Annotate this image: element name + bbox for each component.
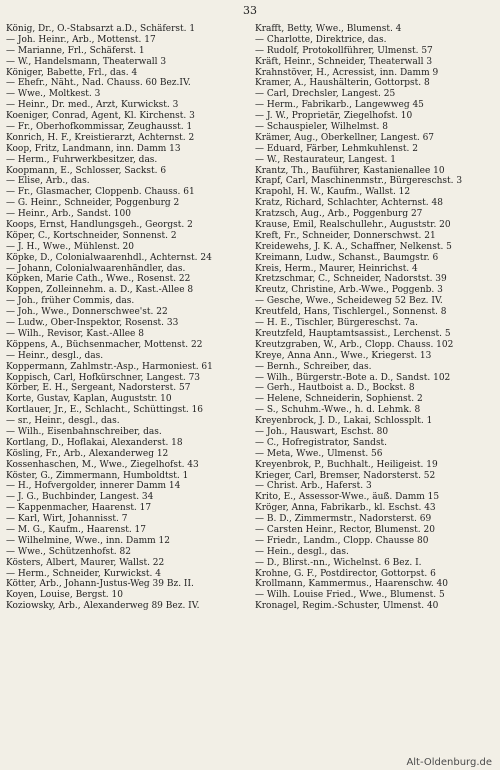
directory-entry: — Joh., Wwe., Donnerschwee'st. 22 xyxy=(6,307,168,318)
directory-entry: — Hein., desgl., das. xyxy=(255,546,349,557)
directory-entry: Kreye, Anna Ann., Wwe., Kriegerst. 13 xyxy=(255,350,432,361)
directory-entry: Kreyenbrok, P., Buchhalt., Heiligeist. 19 xyxy=(255,459,438,470)
directory-entry: Krieger, Carl, Bremser, Nadorsterst. 52 xyxy=(255,470,436,481)
directory-entry: Kreutzfeld, Hauptamtsassist., Lerchenst. 5 xyxy=(255,328,451,339)
directory-entry: — B. D., Zimmermstr., Nadorsterst. 69 xyxy=(255,514,432,525)
directory-entry: — Meta, Wwe., Ulmenst. 56 xyxy=(255,448,383,459)
directory-entry: Kösters, Albert, Maurer, Wallst. 22 xyxy=(6,557,165,568)
directory-entry: Krito, E., Assessor-Wwe., äuß. Damm 15 xyxy=(255,492,440,503)
directory-entry: — Friedr., Landm., Clopp. Chausse 80 xyxy=(255,535,429,546)
directory-entry: — H. E., Tischler, Bürgereschst. 7a. xyxy=(255,318,418,329)
directory-entry: — Heinr., Dr. med., Arzt, Kurwickst. 3 xyxy=(6,100,179,111)
directory-entry: Kronagel, Regim.-Schuster, Ulmenst. 40 xyxy=(255,601,439,612)
directory-entry: Krafft, Betty, Wwe., Blumenst. 4 xyxy=(255,24,402,34)
directory-entry: Köper, C., Kortschneider, Sonnenst. 2 xyxy=(6,230,177,241)
directory-entry: Kötter, Arb., Johann-Justus-Weg 39 Bz. II. xyxy=(6,579,194,590)
directory-entry: — Ludw., Ober-Inspektor, Rosenst. 33 xyxy=(6,318,179,329)
directory-entry: Kräft, Heinr., Schneider, Theaterwall 3 xyxy=(255,56,433,67)
directory-entry: — Heinr., Arb., Sandst. 100 xyxy=(6,209,131,220)
directory-entry: Kortlauer, Jr., E., Schlacht., Schüttingst. 16 xyxy=(6,405,204,416)
directory-entry: Kreidewehs, J. K. A., Schaffner, Nelkenst. 5 xyxy=(255,241,452,252)
directory-entry: Koops, Ernst, Handlungsgeh., Georgst. 2 xyxy=(6,220,193,231)
directory-entry: — C., Hofregistrator, Sandst. xyxy=(255,437,388,448)
directory-entry: Kreutz, Christine, Arb.-Wwe., Poggenb. 3 xyxy=(255,285,443,296)
directory-entry: — Joh. Heinr., Arb., Mottenst. 17 xyxy=(6,34,156,45)
directory-entry: Kortlang, D., Hoflakai, Alexanderst. 18 xyxy=(6,437,183,448)
directory-entry: Konrich, H. F., Kreistierarzt, Achternst. 2 xyxy=(6,132,195,143)
directory-entry: Krohne, G. F., Postdirector, Gottorpst. 6 xyxy=(255,568,436,579)
directory-entry: — Joh., Hauswart, Eschst. 80 xyxy=(255,426,389,437)
directory-entry: — Schauspieler, Wilhelmst. 8 xyxy=(255,122,388,133)
directory-entry: — J. W., Proprietär, Ziegelhofst. 10 xyxy=(255,111,413,122)
directory-entry: — Karl, Wirt, Johannisst. 7 xyxy=(6,514,128,525)
watermark: Alt-Oldenburg.de xyxy=(406,757,492,768)
directory-entry: Kreyenbrock, J. D., Lakai, Schlossplt. 1 xyxy=(255,416,433,427)
directory-entry: — Wilh., Bürgerstr.-Bote a. D., Sandst. 102 xyxy=(255,372,451,383)
left-column xyxy=(6,24,238,612)
directory-entry: Köpken, Marie Cath., Wwe., Rosenst. 22 xyxy=(6,274,191,285)
directory-entry: — Johann, Colonialwaarenhändler, das. xyxy=(6,263,186,274)
directory-entry: — Eduard, Färber, Lehmkuhlenst. 2 xyxy=(255,143,418,154)
directory-entry: — sr., Heinr., desgl., das. xyxy=(6,416,120,427)
directory-entry: — Elise, Arb., das. xyxy=(6,176,90,187)
directory-entry: Krause, Emil, Realschullehr., Auguststr. 20 xyxy=(255,220,451,231)
directory-entry: — Wilh. Louise Fried., Wwe., Blumenst. 5 xyxy=(255,590,445,601)
directory-entry: — Herm., Schneider, Kurwickst. 4 xyxy=(6,568,161,579)
directory-entry: — Joh., früher Commis, das. xyxy=(6,296,135,307)
directory-entry: Koziowsky, Arb., Alexanderweg 89 Bez. IV. xyxy=(6,601,200,612)
right-column xyxy=(255,24,487,612)
directory-entry: Körber, E. H., Sergeant, Nadorsterst. 57 xyxy=(6,383,191,394)
directory-entry: Kretzschmar, C., Schneider, Nadorstst. 39 xyxy=(255,274,447,285)
directory-entry: — Ehefr., Näht., Nad. Chauss. 60 Bez.IV. xyxy=(6,78,191,89)
directory-entry: Krapf, Carl, Maschinenmstr., Bürgereschst. 3 xyxy=(255,176,463,187)
directory-entry: — J. G., Buchbinder, Langest. 34 xyxy=(6,492,154,503)
directory-entry: Köpke, D., Colonialwaarenhdl., Achternst. 24 xyxy=(6,252,212,263)
directory-entry: Kreutzgraben, W., Arb., Clopp. Chauss. 102 xyxy=(255,339,454,350)
directory-entry: Kreis, Herm., Maurer, Heinrichst. 4 xyxy=(255,263,418,274)
directory-entry: Krollmann, Kammermus., Haarenschw. 40 xyxy=(255,579,449,590)
directory-entry: Koop, Fritz, Landmann, inn. Damm 13 xyxy=(6,143,181,154)
directory-entry: Koppermann, Zahlmstr.-Asp., Harmoniest. 61 xyxy=(6,361,213,372)
directory-entry: — Herm., Fabrikarb., Langewweg 45 xyxy=(255,100,424,111)
directory-entry: — D., Blirst.-nn., Wichelnst. 6 Bez. I. xyxy=(255,557,422,568)
directory-entry: — Rudolf, Protokollführer, Ulmenst. 57 xyxy=(255,45,433,56)
directory-entry: Koopmann, E., Schlosser, Sackst. 6 xyxy=(6,165,167,176)
directory-entry: Kratzsch, Aug., Arb., Poggenburg 27 xyxy=(255,209,423,220)
directory-entry: Kreft, Fr., Schneider, Donnerschwst. 21 xyxy=(255,230,436,241)
directory-entry: Kramer, A., Haushälterin, Gottorpst. 8 xyxy=(255,78,430,89)
directory-entry: — Carl, Drechsler, Langest. 25 xyxy=(255,89,396,100)
directory-entry: — Wwe., Schützenhofst. 82 xyxy=(6,546,131,557)
directory-entry: — Heinr., desgl., das. xyxy=(6,350,104,361)
directory-entry: — Wwe., Moltkest. 3 xyxy=(6,89,101,100)
directory-entry: — Wilh., Eisenbahnschreiber, das. xyxy=(6,426,162,437)
directory-entry: — Helene, Schneiderin, Sophienst. 2 xyxy=(255,394,423,405)
directory-entry: Kröger, Anna, Fabrikarb., kl. Eschst. 43 xyxy=(255,503,436,514)
directory-entry: — Marianne, Frl., Schäferst. 1 xyxy=(6,45,145,56)
directory-entry: — H., Hofvergolder, innerer Damm 14 xyxy=(6,481,181,492)
directory-entry: Köppens, A., Büchsenmacher, Mottenst. 22 xyxy=(6,339,203,350)
directory-entry: — Herm., Fuhrwerkbesitzer, das. xyxy=(6,154,158,165)
directory-entry: Köster, G., Zimmermann, Humboldtst. 1 xyxy=(6,470,189,481)
directory-entry: Kratz, Richard, Schlachter, Achternst. 48 xyxy=(255,198,443,209)
directory-entry: — Christ. Arb., Haferst. 3 xyxy=(255,481,372,492)
page-number: 33 xyxy=(243,4,257,17)
directory-entry: — Fr., Glasmacher, Cloppenb. Chauss. 61 xyxy=(6,187,195,198)
directory-entry: Kösling, Fr., Arb., Alexanderweg 12 xyxy=(6,448,169,459)
directory-entry: Krahnstöver, H., Acressist, inn. Damm 9 xyxy=(255,67,439,78)
directory-entry: — Carsten Heinr., Rector, Blumenst. 20 xyxy=(255,524,435,535)
directory-entry: — J. H., Wwe., Mühlenst. 20 xyxy=(6,241,135,252)
directory-entry: Kreimann, Ludw., Schanst., Baumgstr. 6 xyxy=(255,252,439,263)
directory-entry: — Bernh., Schreiber, das. xyxy=(255,361,372,372)
directory-entry: Koyen, Louise, Bergst. 10 xyxy=(6,590,123,601)
directory-entry: Koppen, Zolleinnehm. a. D., Kast.-Allee 8 xyxy=(6,285,194,296)
directory-entry: Kreutfeld, Hans, Tischlergel., Sonnenst. 8 xyxy=(255,307,447,318)
directory-entry: Kossenhaschen, M., Wwe., Ziegelhofst. 43 xyxy=(6,459,199,470)
directory-entry: — Fr., Oberhofkommissar, Zeughausst. 1 xyxy=(6,122,193,133)
directory-entry: — Kappenmacher, Haarenst. 17 xyxy=(6,503,152,514)
directory-entry: — W., Handelsmann, Theaterwall 3 xyxy=(6,56,167,67)
directory-entry: — Charlotte, Direktrice, das. xyxy=(255,34,387,45)
directory-entry: Koeniger, Conrad, Agent, Kl. Kirchenst. 3 xyxy=(6,111,195,122)
directory-entry: Krämer, Aug., Oberkellner, Langest. 67 xyxy=(255,132,435,143)
directory-entry: — Wilhelmine, Wwe., inn. Damm 12 xyxy=(6,535,170,546)
directory-entry: — M. G., Kaufm., Haarenst. 17 xyxy=(6,524,146,535)
directory-entry: — Wilh., Revisor, Kast.-Allee 8 xyxy=(6,328,144,339)
directory-entry: König, Dr., O.-Stabsarzt a.D., Schäferst. 1 xyxy=(6,24,196,34)
directory-entry: Krantz, Th., Bauführer, Kastanienallee 10 xyxy=(255,165,445,176)
directory-entry: — Gerh., Hautboist a. D., Bockst. 8 xyxy=(255,383,415,394)
directory-entry: Krapohl, H. W., Kaufm., Wallst. 12 xyxy=(255,187,411,198)
directory-entry: Koppisch, Carl, Hofkürschner, Langest. 73 xyxy=(6,372,201,383)
directory-entry: Korte, Gustav, Kaplan, Auguststr. 10 xyxy=(6,394,172,405)
directory-entry: Königer, Babette, Frl., das. 4 xyxy=(6,67,138,78)
directory-entry: — G. Heinr., Schneider, Poggenburg 2 xyxy=(6,198,180,209)
directory-entry: — S., Schuhm.-Wwe., h. d. Lehmk. 8 xyxy=(255,405,421,416)
directory-entry: — Gesche, Wwe., Scheideweg 52 Bez. IV. xyxy=(255,296,443,307)
directory-entry: — W., Restaurateur, Langest. 1 xyxy=(255,154,396,165)
